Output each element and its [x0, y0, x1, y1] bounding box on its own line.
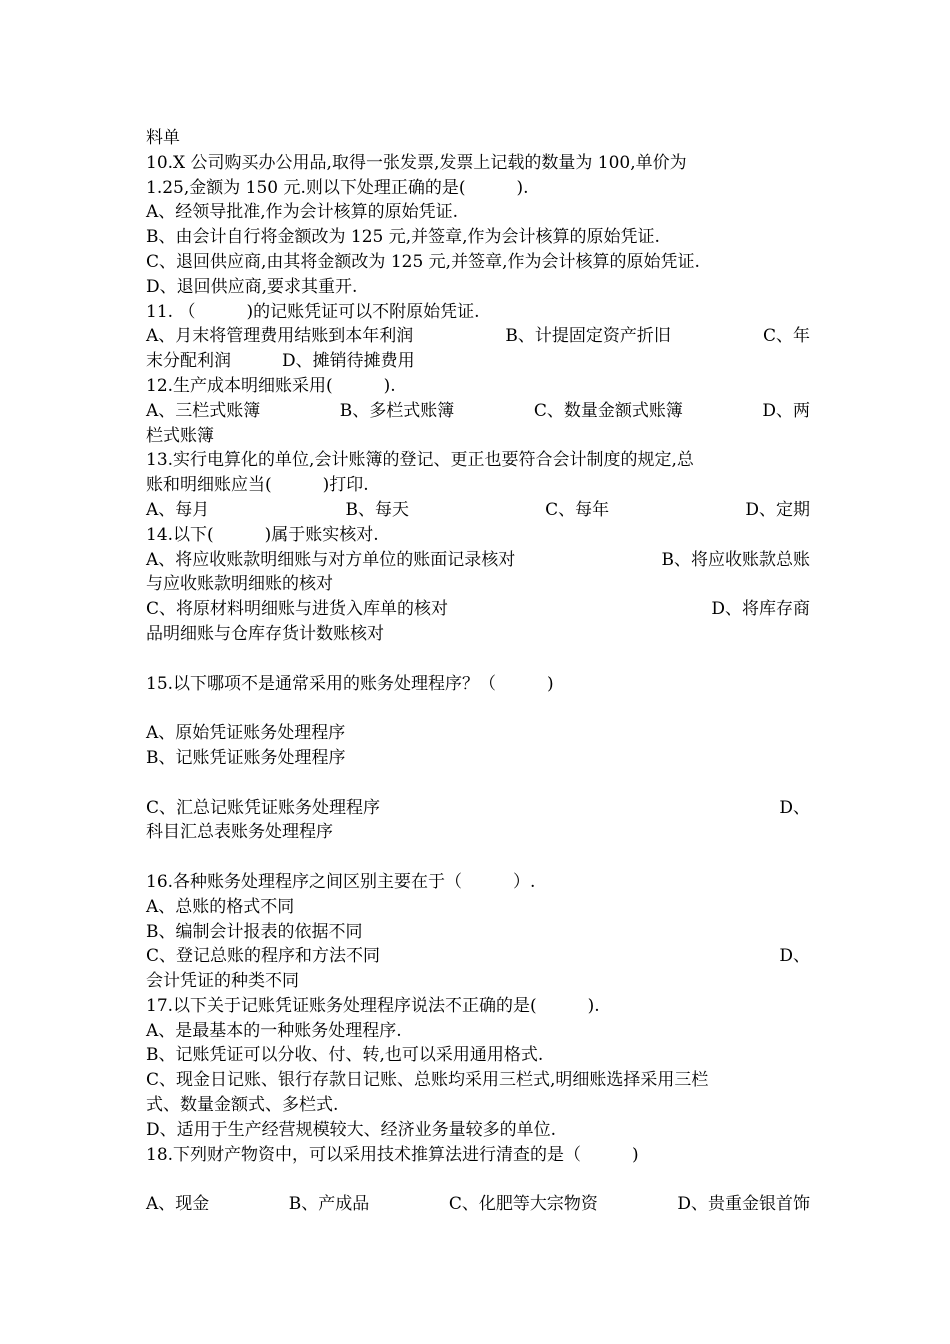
text-line: 末分配利润 D、摊销待摊费用 [146, 351, 415, 372]
option-text: D、 [779, 797, 810, 818]
option-text: A、月末将管理费用结账到本年利润 [146, 326, 414, 347]
text-line: 与应收账款明细账的核对 [146, 574, 333, 595]
option-text: D、 [779, 946, 810, 967]
text-line: 11. （ )的记账凭证可以不附原始凭证. [146, 301, 480, 322]
text-line: 科目汇总表账务处理程序 [146, 822, 333, 843]
option-text: D、两 [762, 400, 810, 421]
option-text: A、三栏式账簿 [146, 400, 261, 421]
option-row [146, 498, 810, 523]
text-line: A、是最基本的一种账务处理程序. [146, 1020, 402, 1041]
option-text: B、将应收账款总账 [661, 549, 810, 570]
option-row [146, 399, 810, 424]
option-row [146, 548, 810, 573]
blank-line [146, 696, 810, 721]
option-row [146, 324, 810, 349]
option-text: B、计提固定资产折旧 [505, 326, 671, 347]
option-text: D、定期 [745, 499, 810, 520]
document-body [146, 126, 810, 1217]
text-line: 1.25,金额为 150 元.则以下处理正确的是( ). [146, 177, 529, 198]
text-line: A、总账的格式不同 [146, 896, 295, 917]
text-line: 会计凭证的种类不同 [146, 971, 299, 992]
text-line: 18.下列财产物资中，可以采用技术推算法进行清查的是（ ) [146, 1144, 639, 1165]
option-text: C、将原材料明细账与进货入库单的核对 [146, 599, 449, 620]
text-line: 账和明细账应当( )打印. [146, 475, 369, 496]
option-text: C、每年 [545, 499, 610, 520]
text-line: 料单 [146, 128, 180, 148]
option-text: B、每天 [345, 499, 409, 520]
option-text: C、汇总记账凭证账务处理程序 [146, 797, 381, 818]
option-row [146, 597, 810, 622]
option-row [146, 944, 810, 969]
text-line: B、编制会计报表的依据不同 [146, 921, 363, 942]
text-line: 10.X 公司购买办公用品,取得一张发票,发票上记载的数量为 100,单价为 [146, 152, 687, 173]
text-line: C、退回供应商,由其将金额改为 125 元,并签章,作为会计核算的原始凭证. [146, 251, 700, 272]
text-line: B、记账凭证可以分收、付、转,也可以采用通用格式. [146, 1045, 544, 1066]
blank-line [146, 771, 810, 796]
blank-line [146, 845, 810, 870]
text-line: 式、数量金额式、多栏式. [146, 1095, 339, 1116]
option-text: A、现金 [146, 1194, 210, 1215]
text-line: B、由会计自行将金额改为 125 元,并签章,作为会计核算的原始凭证. [146, 227, 660, 248]
text-line: 12.生产成本明细账采用( ). [146, 375, 396, 396]
text-line: D、适用于生产经营规模较大、经济业务量较多的单位. [146, 1119, 557, 1140]
text-line: C、现金日记账、银行存款日记账、总账均采用三栏式,明细账选择采用三栏 [146, 1070, 709, 1091]
text-line: 栏式账簿 [146, 425, 214, 446]
option-text: C、年 [762, 326, 810, 347]
text-line: 品明细账与仓库存货计数账核对 [146, 623, 384, 644]
text-line: A、原始凭证账务处理程序 [146, 723, 346, 744]
option-text: A、每月 [146, 499, 210, 520]
text-line: 14.以下( )属于账实核对. [146, 524, 379, 545]
option-text: B、产成品 [288, 1194, 370, 1215]
text-line: D、退回供应商,要求其重开. [146, 276, 358, 297]
option-text: C、化肥等大宗物资 [448, 1194, 598, 1215]
option-row [146, 796, 810, 821]
blank-line [146, 1167, 810, 1192]
option-text: B、多栏式账簿 [339, 400, 455, 421]
option-text: A、将应收账款明细账与对方单位的账面记录核对 [146, 549, 516, 570]
text-line: 16.各种账务处理程序之间区别主要在于（ ）. [146, 871, 536, 892]
option-text: C、数量金额式账簿 [533, 400, 683, 421]
text-line: 15.以下哪项不是通常采用的账务处理程序？（ ) [146, 673, 554, 694]
blank-line [146, 647, 810, 672]
text-line: A、经领导批准,作为会计核算的原始凭证. [146, 202, 459, 223]
text-line: 13.实行电算化的单位,会计账簿的登记、更正也要符合会计制度的规定,总 [146, 450, 694, 471]
option-text: D、将库存商 [711, 599, 810, 620]
option-text: C、登记总账的程序和方法不同 [146, 946, 381, 967]
text-line: 17.以下关于记账凭证账务处理程序说法不正确的是( ). [146, 995, 600, 1016]
text-line: B、记账凭证账务处理程序 [146, 747, 346, 768]
option-row [146, 1192, 810, 1217]
option-text: D、贵重金银首饰 [677, 1194, 810, 1215]
